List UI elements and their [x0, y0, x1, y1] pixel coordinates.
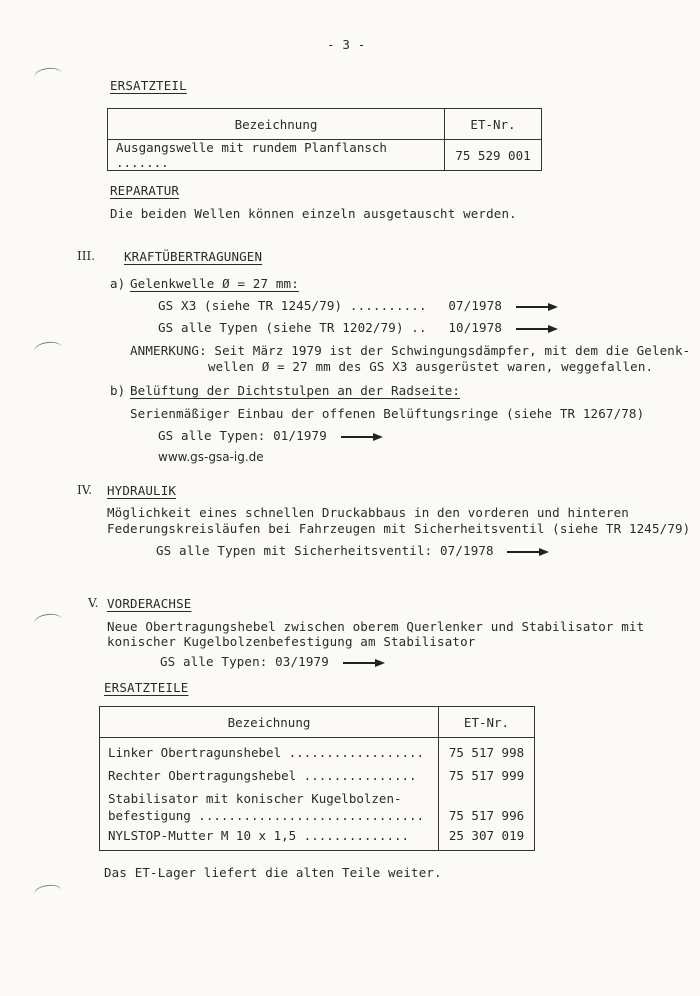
- page-number: - 3 -: [327, 37, 366, 52]
- section-text-line: konischer Kugelbolzenbefestigung am Stabilisator: [107, 634, 476, 649]
- part-name: Linker Obertragunshebel ..................: [108, 745, 425, 760]
- part-name: Stabilisator mit konischer Kugelbolzen-: [108, 791, 402, 806]
- section-numeral: III.: [77, 249, 96, 263]
- ersatzteile-heading: ERSATZTEILE: [104, 680, 189, 695]
- arrow-right-icon: [516, 302, 558, 312]
- ersatzteile-table: [99, 706, 535, 851]
- part-number: 75 517 999: [448, 768, 525, 783]
- punch-hole-mark: [33, 883, 63, 902]
- part-name: Ausgangswelle mit rundem Planflansch .......: [108, 140, 445, 171]
- footer-note: Das ET-Lager liefert die alten Teile weiter.: [104, 865, 442, 880]
- parts-names-cell: [100, 738, 439, 851]
- date-line-text: GS X3 (siehe TR 1245/79) ..........: [158, 298, 427, 313]
- date-line-text: GS alle Typen: 03/1979: [160, 654, 329, 669]
- section-numeral: V.: [88, 596, 99, 610]
- item-title: Belüftung der Dichtstulpen an der Radseite:: [130, 383, 461, 398]
- anmerkung-line: wellen Ø = 27 mm des GS X3 ausgerüstet waren, weggefallen.: [208, 359, 654, 374]
- part-name-continuation: befestigung ..............................: [108, 808, 425, 823]
- part-number: 75 517 998: [448, 745, 525, 760]
- date-line-text: GS alle Typen mit Sicherheitsventil: 07/1978: [156, 543, 494, 558]
- section-heading: HYDRAULIK: [107, 483, 177, 498]
- date-value: 07/1978: [448, 298, 503, 313]
- date-line-text: GS alle Typen (siehe TR 1202/79) ..: [158, 320, 427, 335]
- section-heading: KRAFTÜBERTRAGUNGEN: [124, 249, 263, 264]
- section-text-line: Möglichkeit eines schnellen Druckabbaus in den vorderen und hinteren: [107, 505, 629, 520]
- parts-numbers-cell: [439, 738, 535, 851]
- punch-hole-mark: [33, 66, 63, 85]
- website-watermark: www.gs-gsa-ig.de: [158, 450, 264, 464]
- reparatur-text: Die beiden Wellen können einzeln ausgetauscht werden.: [110, 206, 517, 221]
- arrow-right-icon: [343, 658, 385, 668]
- part-number: 25 307 019: [448, 828, 525, 843]
- date-line: [158, 298, 558, 313]
- ersatzteil-heading: ERSATZTEIL: [110, 78, 187, 93]
- item-label: a): [110, 276, 126, 291]
- arrow-right-icon: [341, 432, 383, 442]
- date-value: 10/1978: [448, 320, 503, 335]
- anmerkung-line: ANMERKUNG: Seit März 1979 ist der Schwingungsdämpfer, mit dem die Gelenk-: [130, 343, 691, 358]
- section-heading: VORDERACHSE: [107, 596, 192, 611]
- part-name: Rechter Obertragungshebel ...............: [108, 768, 417, 783]
- date-line: [158, 428, 383, 443]
- punch-hole-mark: [33, 340, 63, 359]
- column-header-et-nr: ET-Nr.: [445, 109, 542, 140]
- column-header-et-nr: ET-Nr.: [439, 707, 535, 738]
- ersatzteil-table: [107, 108, 542, 171]
- item-text: Serienmäßiger Einbau der offenen Belüftungsringe (siehe TR 1267/78): [130, 406, 645, 421]
- part-number: 75 529 001: [445, 140, 542, 171]
- part-number: 75 517 996: [448, 808, 525, 823]
- column-header-bezeichnung: Bezeichnung: [100, 707, 439, 738]
- part-name: NYLSTOP-Mutter M 10 x 1,5 ..............: [108, 828, 410, 843]
- section-text-line: Federungskreisläufen bei Fahrzeugen mit Sicherheitsventil (siehe TR 1245/79): [107, 521, 691, 536]
- column-header-bezeichnung: Bezeichnung: [108, 109, 445, 140]
- date-line-text: GS alle Typen: 01/1979: [158, 428, 327, 443]
- item-title: Gelenkwelle Ø = 27 mm:: [130, 276, 299, 291]
- section-text-line: Neue Obertragungshebel zwischen oberem Querlenker und Stabilisator mit: [107, 619, 645, 634]
- date-line: [158, 320, 558, 335]
- arrow-right-icon: [516, 324, 558, 334]
- date-line: [156, 543, 549, 558]
- item-label: b): [110, 383, 126, 398]
- punch-hole-mark: [33, 612, 63, 631]
- reparatur-heading: REPARATUR: [110, 183, 180, 198]
- date-line: [160, 654, 385, 669]
- arrow-right-icon: [507, 547, 549, 557]
- section-numeral: IV.: [77, 483, 93, 497]
